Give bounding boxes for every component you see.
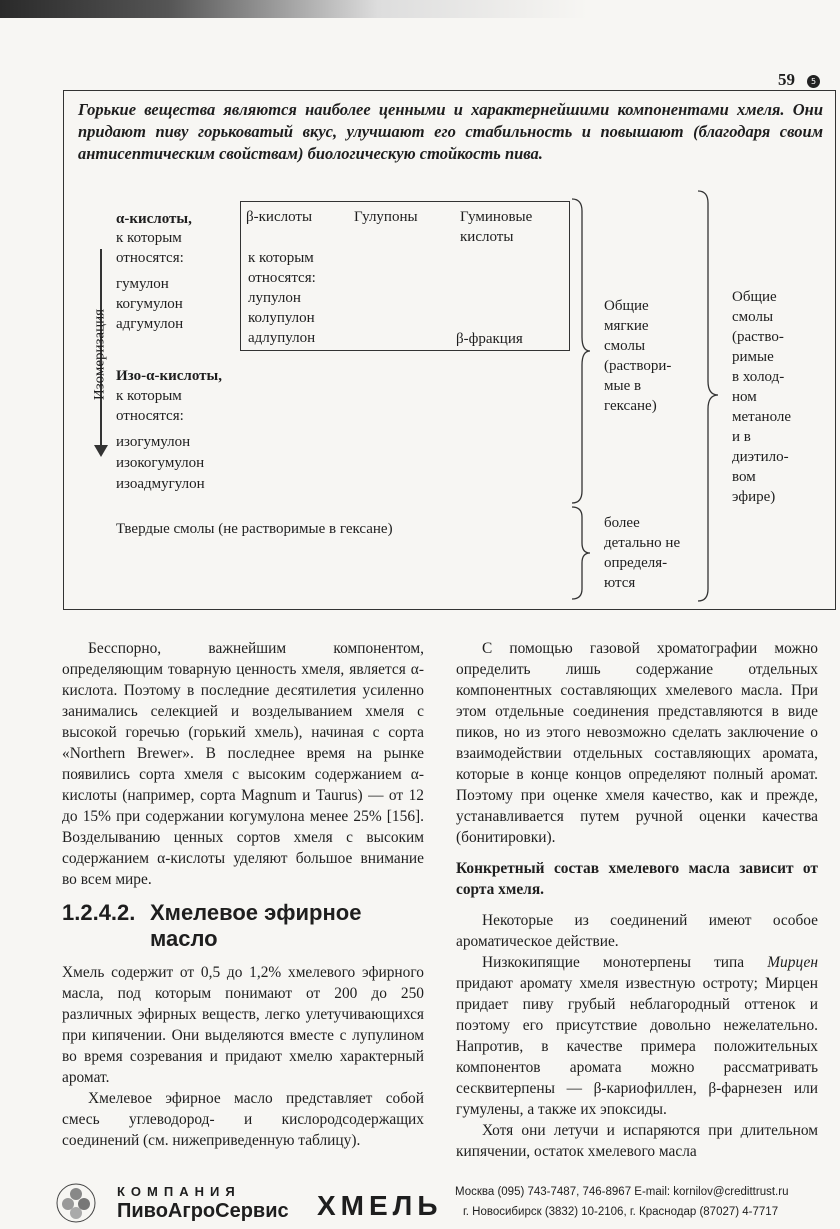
beta-item: лупулон [248,290,301,306]
bitter-substances-box [63,90,836,610]
total-resins: римые [732,349,774,365]
total-resins: вом [732,469,756,485]
total-resins: в холод- [732,369,785,385]
paragraph: Хмель содержит от 0,5 до 1,2% хмелевого эфирного масла, под которым понимают от 200 до 250 различных эфирных веществ, легко улетучивающихся при кипячении. Они выделяются вместе с лупулином во время созревания и придают хмелю характерный аромат. [62,964,424,1086]
iso-item: изоадмугулон [116,476,205,492]
section-number: 1.2.4.2. [62,900,136,925]
company-name: ПивоАгроСервис [117,1200,289,1222]
contact-line: Москва (095) 743-7487, 746-8967 E-mail: kornilov@credittrust.ru [455,1186,789,1198]
beta-sub2: относятся: [248,270,316,286]
paragraph-text: придают аромату хмеля известную остроту; Мирцен придает пиву грубый неблагородный оттенок и поэтому его присутствие довольно нежелательно. Напротив, в качестве примера положительных компонентов аромата можно рассматривать сесквитерпены — β-кариофиллен, β-фарнезен или гумулены, а также их эпоксиды. [456,975,818,1118]
total-resins: метаноле [732,409,792,425]
humic-1: Гуминовые [460,209,533,225]
bold-statement: Конкретный состав хмелевого масла зависит от сорта хмеля. [456,860,818,898]
paragraph: Бесспорно, важнейшим компонентом, определяющим товарную ценность хмеля, является α-кислота. Поэтому в последние десятилетия усиленно занимались селекцией и возделыванием хмеля с высокой горечью (горький хмель), начиная с сорта «Northern Brewer». В последнее время на рынке появились сорта хмеля с высоким содержанием α-кислоты (например, сорта Magnum и Taurus) — от 12 до 15% при содержании когумулона менее 25% [156]. Возделыванию ценных сортов хмеля с высоким содержанием α-кислоты уделяют большое внимание во всем мире. [62,640,424,888]
paragraph [456,952,818,1120]
gulupony: Гулупоны [354,209,418,225]
iso-title: Изо-α-кислоты, [116,368,222,384]
hop-logo-icon [55,1182,97,1224]
total-resins: (раство- [732,329,784,345]
section-title-line1: Хмелевое эфирное [150,900,362,925]
soft-resins: смолы [604,338,646,354]
total-resins: эфире) [732,489,776,505]
box-intro: Горькие вещества являются наиболее ценными и характернейшими компонентами хмеля. Они придают пиву горьковатый вкус, улучшают его стабильность и повышают (благодаря своим антисептическим свойствам) биологическую стойкость пива. [78,100,823,163]
hard-resins: Твердые смолы (не растворимые в гексане) [116,521,393,537]
undefined-text: детально не [604,535,681,551]
beta-item: колупулон [248,310,315,326]
paragraph: Хотя они летучи и испаряются при длительном кипячении, остаток хмелевого масла [456,1122,818,1160]
page-number: 59 [778,70,795,89]
alpha-item: адгумулон [116,316,184,332]
total-resins: смолы [732,309,774,325]
undefined-text: ются [604,575,636,591]
arrow-down-icon [94,445,108,457]
scan-shadow [0,0,840,18]
paragraph: С помощью газовой хроматографии можно определить лишь содержание отдельных компонентных составляющих хмелевого масла. При этом отдельные соединения представляются в виде пиков, но из этого невозможно сделать заключение о взаимодействии отдельных составляющих аромата, которые в конце концов определяют полный аромат. Поэтому при оценке хмеля качество, как и прежде, устанавливается путем ручной оценки качества (бонитировки). [456,640,818,846]
alpha-sub2: относятся: [116,250,184,266]
total-resins: и в [732,429,751,445]
total-resins: Общие [732,289,777,305]
alpha-sub1: к которым [116,230,182,246]
iso-item: изокогумулон [116,455,205,471]
beta-title: β-кислоты [246,209,313,225]
soft-resins: Общие [604,298,649,314]
alpha-title: α-кислоты, [116,211,192,227]
iso-item: изогумулон [116,434,191,450]
right-column [456,638,818,1162]
paragraph: Хмелевое эфирное масло представляет собой смесь углеводород- и кислородсодержащих соединений (см. нижеприведенную таблицу). [62,1090,424,1149]
beta-sub1: к которым [248,250,314,266]
left-column [62,638,424,1151]
soft-resins: (раствори- [604,358,672,374]
soft-resins-brace-icon [570,197,592,505]
section-title-line2: масло [150,926,218,951]
total-resins: диэтило- [732,449,789,465]
iso-sub2: относятся: [116,408,184,424]
humic-2: кислоты [460,229,514,245]
paragraph: Некоторые из соединений имеют особое ароматическое действие. [456,912,818,950]
total-resins: ном [732,389,757,405]
isomerization-label: Изомеризация [91,308,108,401]
hmel-brand: ХМЕЛЬ [317,1190,443,1221]
footer-ad [55,1182,840,1224]
undefined-text: определя- [604,555,668,571]
soft-resins: гексане) [604,398,657,414]
beta-fraction: β-фракция [456,331,523,347]
alpha-item: когумулон [116,296,183,312]
emphasis: Мирцен [767,954,818,971]
contact-line: г. Новосибирск (3832) 10-2106, г. Краснодар (87027) 4-7717 [463,1206,779,1218]
paragraph-text: Низкокипящие монотерпены типа [482,954,768,971]
hard-resins-brace-icon [570,505,592,601]
undefined-text: более [604,515,640,531]
soft-resins: мягкие [604,318,649,334]
total-resins-brace-icon [696,189,720,603]
alpha-item: гумулон [116,276,169,292]
beta-item: адлупулон [248,330,316,346]
company-label: КОМПАНИЯ [117,1184,241,1199]
section-heading [62,900,424,952]
soft-resins: мые в [604,378,642,394]
iso-sub1: к которым [116,388,182,404]
page-marker-icon: 5 [807,75,820,88]
